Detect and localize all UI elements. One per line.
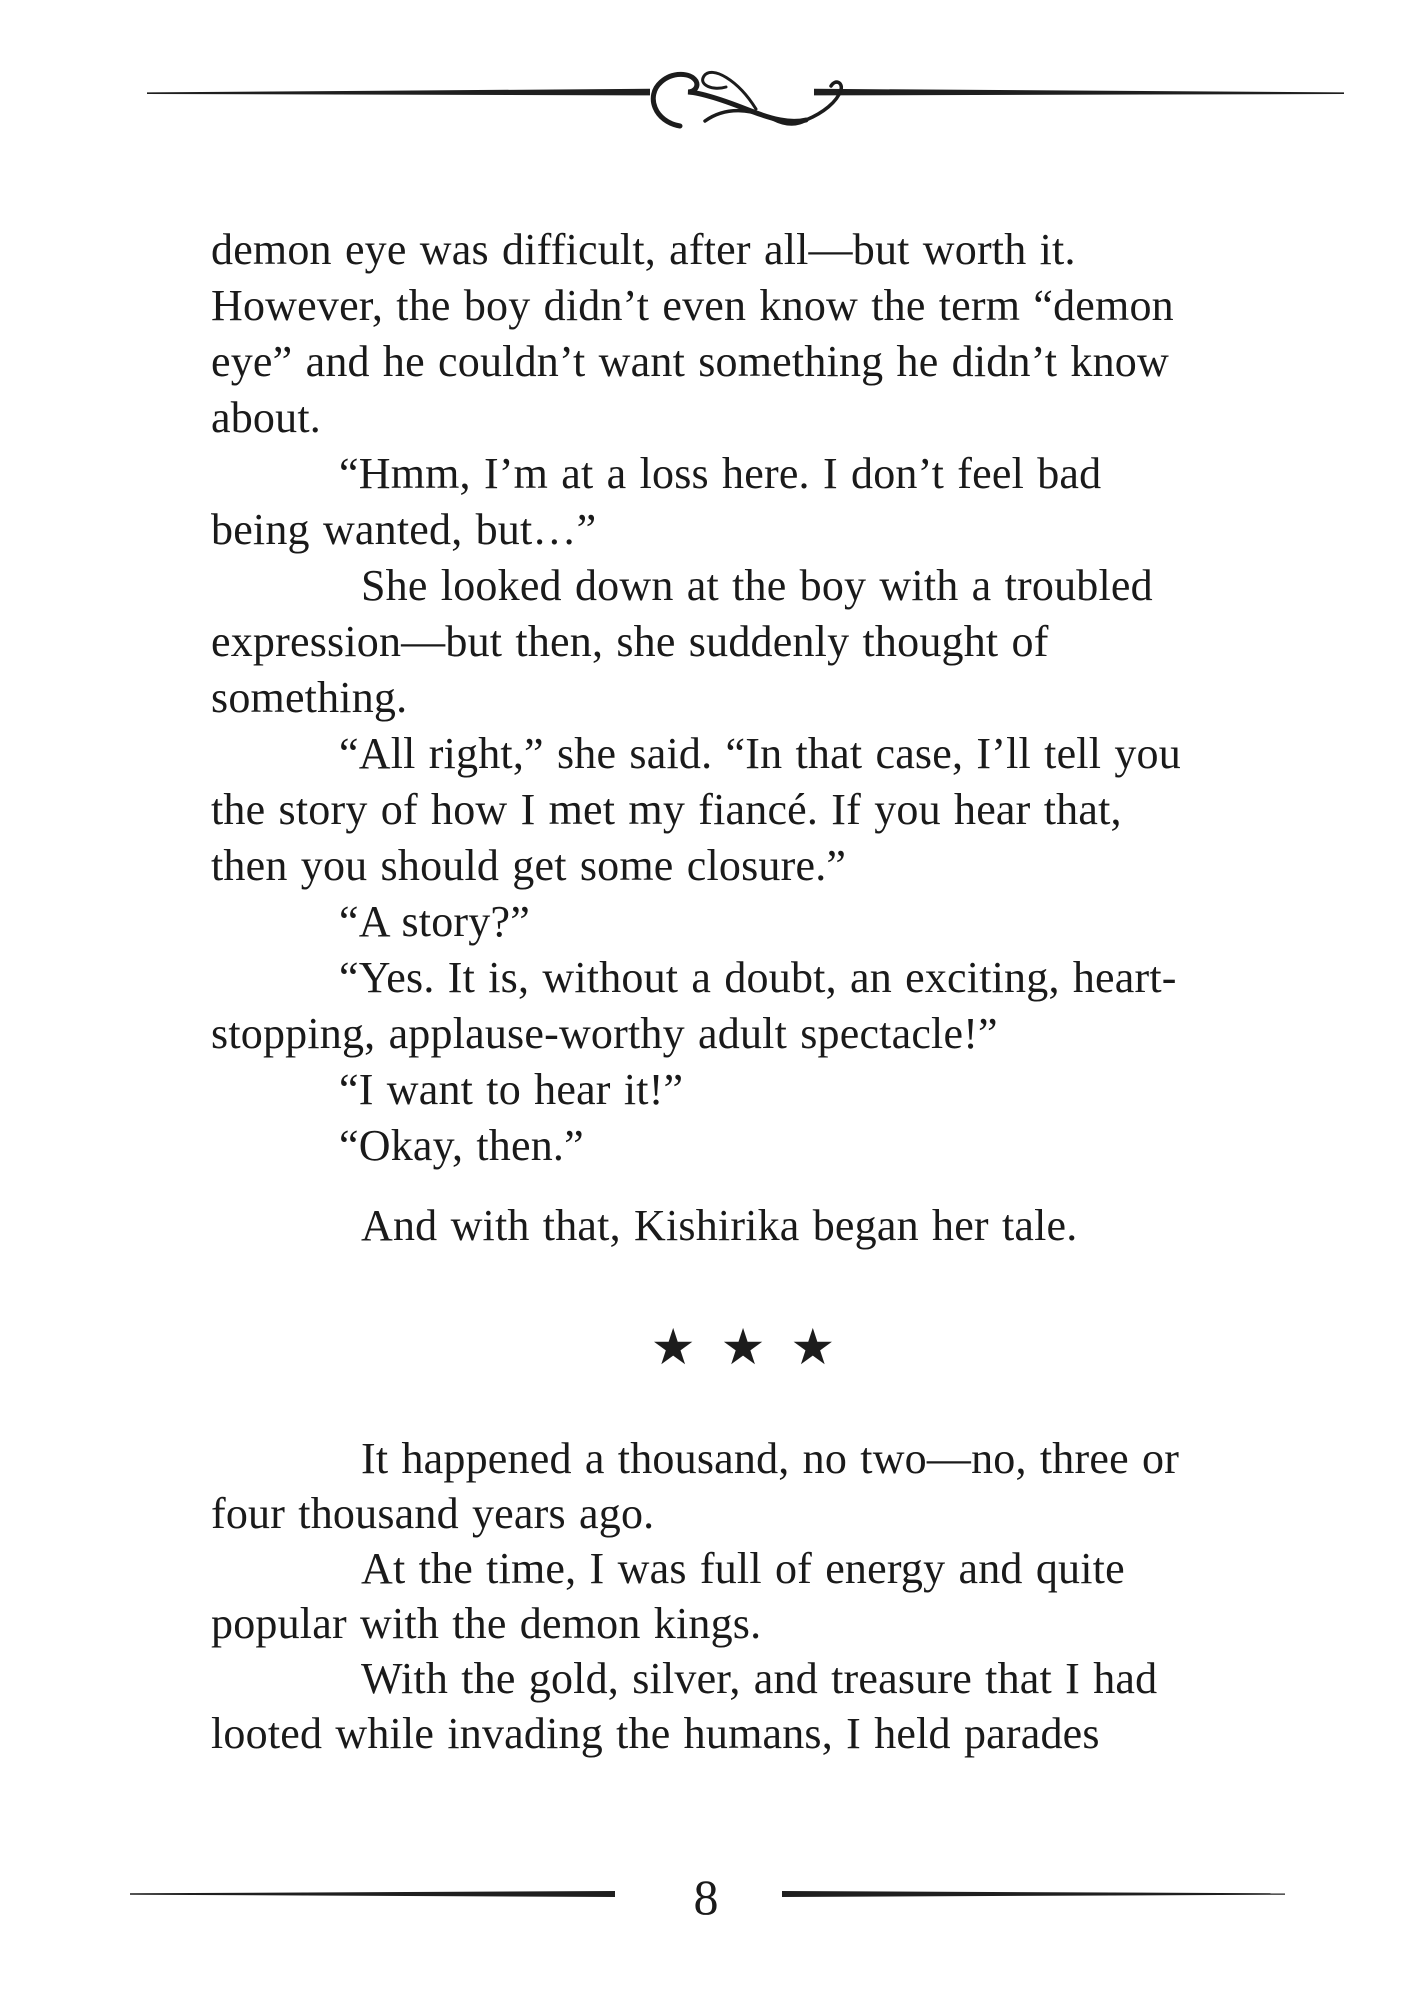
text-line: then you should get some closure.” — [211, 841, 847, 890]
scene-break-divider — [211, 1318, 1213, 1376]
text-line: At the time, I was full of energy and quite — [361, 1544, 1125, 1593]
text-line: And with that, Kishirika began her tale. — [361, 1201, 1078, 1250]
star-icon: ★ — [790, 1318, 836, 1376]
text-line: expression—but then, she suddenly thought of — [211, 617, 1049, 666]
text-line: stopping, applause-worthy adult spectacle!” — [211, 1009, 998, 1058]
text-line: popular with the demon kings. — [211, 1599, 762, 1648]
text-line: However, the boy didn’t even know the term “demon — [211, 281, 1174, 330]
text-line: something. — [211, 673, 408, 722]
header-divider — [140, 50, 1344, 142]
text-line: the story of how I met my fiancé. If you hear that, — [211, 785, 1122, 834]
text-line: eye” and he couldn’t want something he didn’t know — [211, 337, 1169, 386]
text-line: looted while invading the humans, I held parades — [211, 1709, 1100, 1758]
text-line: “Yes. It is, without a doubt, an exciting, heart- — [339, 953, 1177, 1002]
header-flourish-icon — [140, 50, 1344, 142]
text-line: four thousand years ago. — [211, 1489, 655, 1538]
star-icon: ★ — [720, 1318, 766, 1376]
text-column-lower — [211, 1431, 1221, 1761]
text-line: “All right,” she said. “In that case, I’ll tell you — [339, 729, 1181, 778]
text-line: demon eye was difficult, after all—but worth it. — [211, 225, 1076, 274]
text-line: “Hmm, I’m at a loss here. I don’t feel bad — [339, 449, 1102, 498]
text-line: It happened a thousand, no two—no, three or — [361, 1434, 1180, 1483]
text-line: being wanted, but…” — [211, 505, 597, 554]
page-number: 8 — [693, 1869, 719, 1925]
text-line: “I want to hear it!” — [339, 1065, 684, 1114]
star-icon: ★ — [650, 1318, 696, 1376]
text-column-upper — [211, 222, 1221, 1254]
text-line: “A story?” — [339, 897, 530, 946]
text-line: With the gold, silver, and treasure that I had — [361, 1654, 1158, 1703]
text-line: She looked down at the boy with a troubled — [361, 561, 1153, 610]
text-line: about. — [211, 393, 321, 442]
text-line: “Okay, then.” — [339, 1121, 584, 1170]
